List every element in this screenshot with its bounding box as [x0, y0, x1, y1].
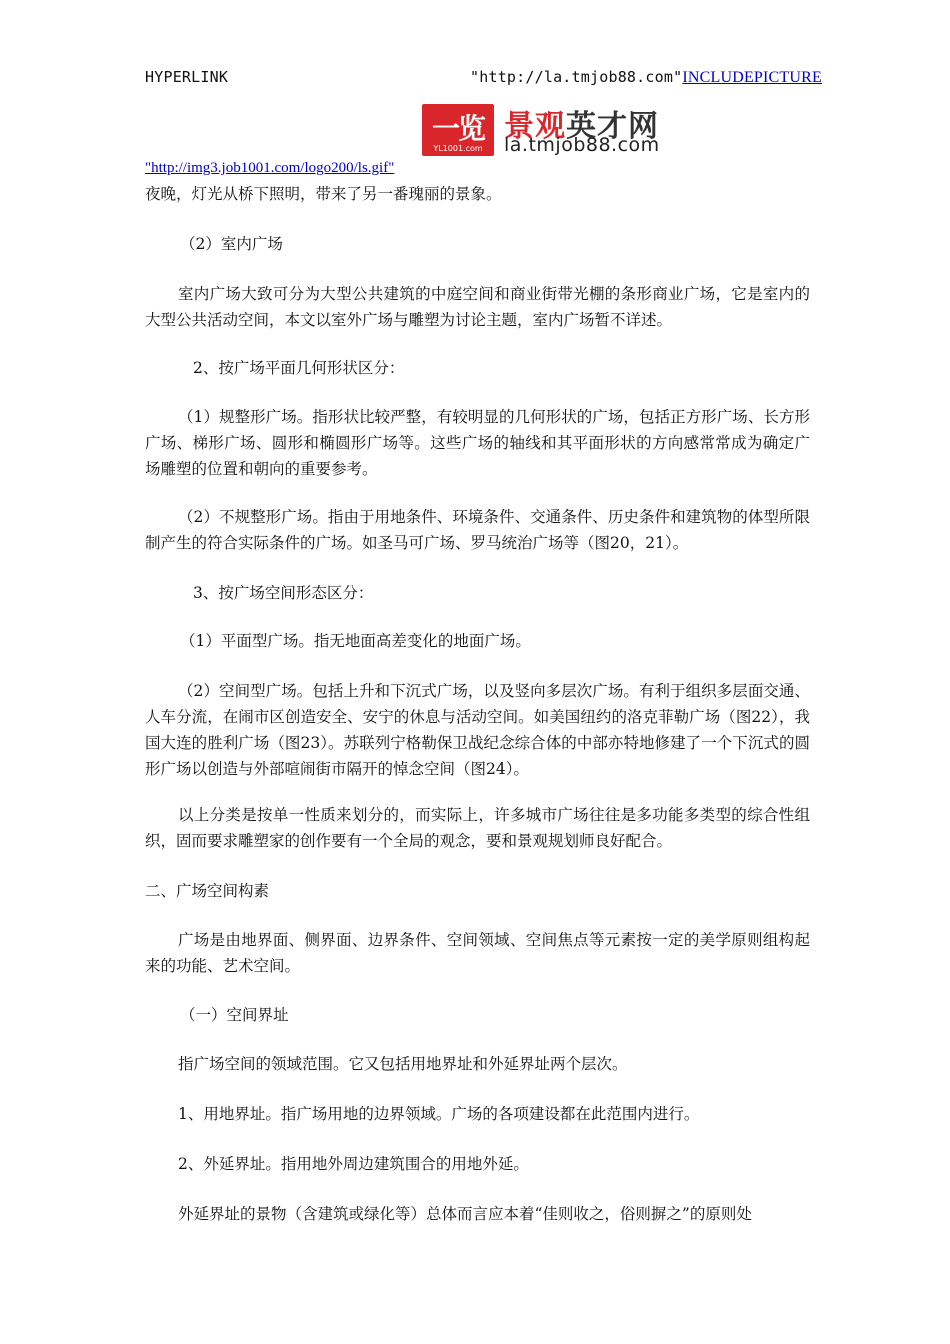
- paragraph: 外延界址的景物（含建筑或绿化等）总体而言应本着“佳则收之，俗则摒之”的原则处: [178, 1205, 752, 1223]
- logo-title-part1: 景观: [504, 109, 566, 144]
- subheading: （一）空间界址: [180, 1006, 289, 1024]
- section-heading: 二、广场空间构素: [145, 882, 270, 900]
- paragraph: 广场是由地界面、侧界面、边界条件、空间领域、空间焦点等元素按一定的美学原则组构起来的功能、艺术空间。: [145, 931, 810, 975]
- image-url-link[interactable]: "http://img3.job1001.com/logo200/ls.gif": [145, 160, 395, 176]
- paragraph: 2、外延界址。指用地外周边建筑围合的用地外延。: [178, 1155, 529, 1173]
- header-url[interactable]: "http://la.tmjob88.com": [470, 68, 683, 86]
- paragraph: （2）空间型广场。包括上升和下沉式广场，以及竖向多层次广场。有利于组织多层面交通、人车分流，在闹市区创造安全、安宁的休息与活动空间。如美国纽约的洛克菲勒广场（图22），我国大连的胜利广场（图23）。苏联列宁格勒保卫战纪念综合体的中部亦特地修建了一个下沉式的圆形广场以创造与外部喧闹街市隔开的悼念空间（图24）。: [145, 682, 810, 778]
- hyperlink-field[interactable]: HYPERLINK: [145, 68, 229, 86]
- site-logo[interactable]: [422, 104, 672, 158]
- paragraph: 指广场空间的领域范围。它又包括用地界址和外延界址两个层次。: [178, 1055, 628, 1073]
- logo-badge: [422, 104, 494, 156]
- logo-badge-text: 一览: [431, 112, 484, 145]
- section-heading: 3、按广场空间形态区分：: [193, 584, 374, 602]
- logo-badge-sub: YL1001.com: [433, 144, 483, 153]
- subheading: （2）室内广场: [180, 235, 283, 253]
- paragraph: 室内广场大致可分为大型公共建筑的中庭空间和商业街带光棚的条形商业广场，它是室内的大型公共活动空间，本文以室外广场与雕塑为讨论主题，室内广场暂不详述。: [145, 285, 810, 329]
- paragraph: 夜晚，灯光从桥下照明，带来了另一番瑰丽的景象。: [145, 185, 502, 203]
- logo-title-part2: 英才网: [566, 109, 659, 144]
- includepicture-link[interactable]: INCLUDEPICTURE: [682, 69, 822, 86]
- paragraph: （1）平面型广场。指无地面高差变化的地面广场。: [180, 632, 531, 650]
- header-link-field[interactable]: [470, 68, 822, 87]
- paragraph: 1、用地界址。指广场用地的边界领域。广场的各项建设都在此范围内进行。: [178, 1105, 700, 1123]
- paragraph: （2）不规整形广场。指由于用地条件、环境条件、交通条件、历史条件和建筑物的体型所限制产生的符合实际条件的广场。如圣马可广场、罗马统治广场等（图20，21）。: [145, 508, 810, 552]
- section-heading: 2、按广场平面几何形状区分：: [193, 359, 405, 377]
- logo-domain: la.tmjob88.com: [504, 134, 660, 156]
- paragraph: （1）规整形广场。指形状比较严整，有较明显的几何形状的广场，包括正方形广场、长方形广场、梯形广场、圆形和椭圆形广场等。这些广场的轴线和其平面形状的方向感常常成为确定广场雕塑的位置和朝向的重要参考。: [145, 408, 810, 478]
- paragraph: 以上分类是按单一性质来划分的，而实际上，许多城市广场往往是多功能多类型的综合性组织，固而要求雕塑家的创作要有一个全局的观念，要和景观规划师良好配合。: [145, 806, 810, 850]
